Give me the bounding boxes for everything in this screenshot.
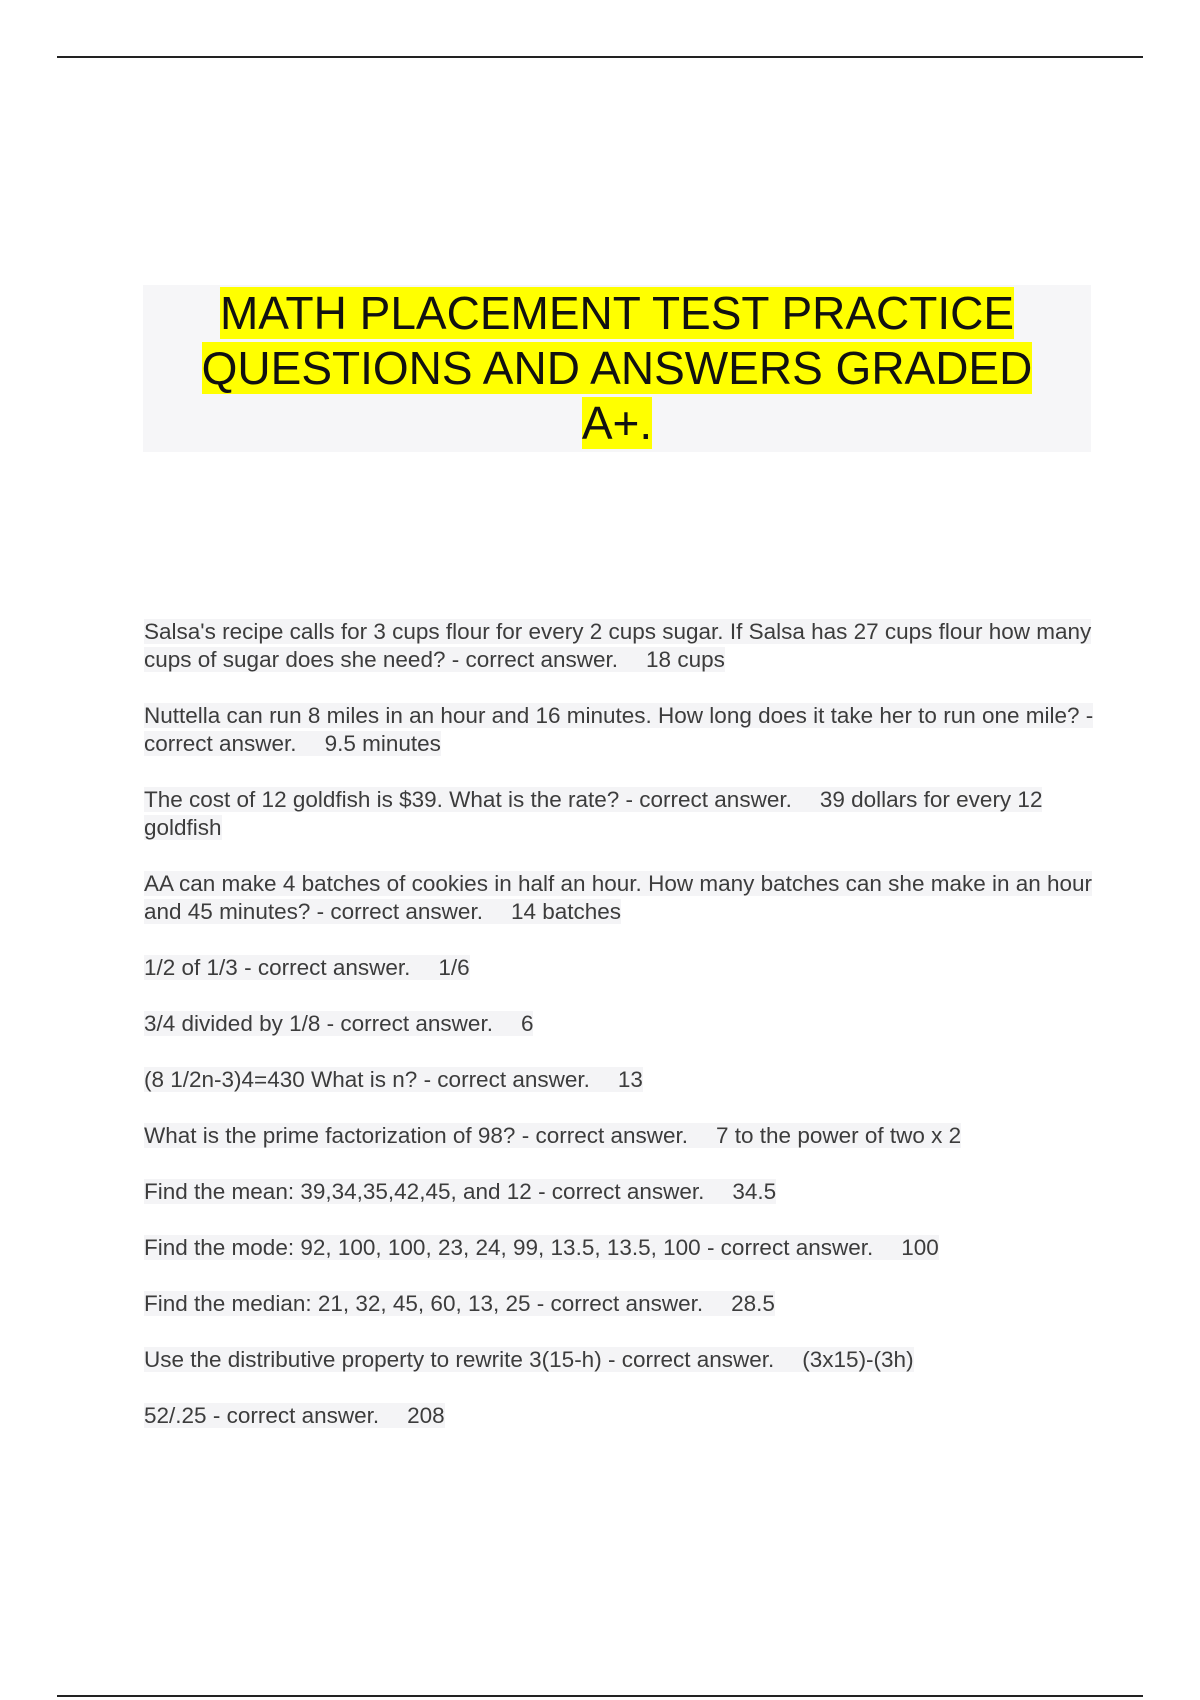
answer-marker: - correct answer. — [316, 899, 483, 924]
answer-text: 100 — [901, 1235, 939, 1260]
question-highlight — [144, 1179, 776, 1204]
answer-marker: - correct answer. — [144, 703, 1094, 756]
answer-text: 13 — [617, 1067, 643, 1092]
answer-text: 28.5 — [731, 1291, 775, 1316]
question-text: 3/4 divided by 1/8 — [144, 1011, 321, 1036]
question-text: What is the prime factorization of 98? — [144, 1123, 516, 1148]
question-highlight — [144, 1011, 533, 1036]
question-item — [144, 1066, 1094, 1094]
title-block — [143, 285, 1091, 452]
question-item — [144, 1402, 1094, 1430]
answer-text: 14 batches — [510, 899, 622, 924]
question-item — [144, 1234, 1094, 1262]
question-text: Nuttella can run 8 miles in an hour and 16 minutes. How long does it take her to run one mile? — [144, 703, 1080, 728]
document-title — [167, 286, 1067, 451]
question-item — [144, 1290, 1094, 1318]
top-rule — [57, 56, 1143, 58]
question-highlight — [144, 1403, 445, 1428]
question-highlight — [144, 703, 1093, 756]
answer-text: 6 — [520, 1011, 534, 1036]
question-highlight — [144, 871, 1092, 924]
question-list — [144, 618, 1094, 1458]
answer-marker: - correct answer. — [607, 1347, 775, 1372]
answer-marker: - correct answer. — [423, 1067, 590, 1092]
answer-marker: - correct answer. — [625, 787, 792, 812]
question-highlight — [144, 1235, 939, 1260]
answer-text: 9.5 minutes — [324, 731, 441, 756]
answer-marker: - correct answer. — [212, 1403, 380, 1428]
answer-text: 39 dollars for every 12 goldfish — [144, 787, 1043, 840]
question-text: Salsa's recipe calls for 3 cups flour for every 2 cups sugar. If Salsa has 27 cups flour how many cups of sugar does she need? — [144, 619, 1092, 672]
answer-text: 18 cups — [646, 647, 725, 672]
title-highlight: MATH PLACEMENT TEST PRACTICE QUESTIONS AND ANSWERS GRADED A+. — [201, 287, 1033, 449]
answer-marker: - correct answer. — [538, 1179, 705, 1204]
question-item — [144, 1178, 1094, 1206]
answer-marker: - correct answer. — [706, 1235, 874, 1260]
question-text: Find the mode: 92, 100, 100, 23, 24, 99, 13.5, 13.5, 100 — [144, 1235, 701, 1260]
question-item — [144, 702, 1094, 758]
question-text: 52/.25 — [144, 1403, 207, 1428]
bottom-rule — [57, 1695, 1143, 1697]
question-highlight — [144, 1123, 961, 1148]
question-item — [144, 954, 1094, 982]
answer-text: 34.5 — [732, 1179, 777, 1204]
question-text: Use the distributive property to rewrite 3(15-h) — [144, 1347, 602, 1372]
question-item — [144, 870, 1094, 926]
question-text: The cost of 12 goldfish is $39. What is the rate? — [144, 787, 620, 812]
answer-text: 1/6 — [438, 955, 470, 980]
question-text: (8 1/2n-3)4=430 What is n? — [144, 1067, 418, 1092]
question-highlight — [144, 619, 1091, 672]
answer-text: 208 — [407, 1403, 445, 1428]
answer-marker: - correct answer. — [244, 955, 411, 980]
question-text: Find the median: 21, 32, 45, 60, 13, 25 — [144, 1291, 531, 1316]
answer-marker: - correct answer. — [536, 1291, 704, 1316]
question-item — [144, 1346, 1094, 1374]
question-text: 1/2 of 1/3 — [144, 955, 238, 980]
question-highlight — [144, 1291, 775, 1316]
question-text: Find the mean: 39,34,35,42,45, and 12 — [144, 1179, 532, 1204]
answer-text: (3x15)-(3h) — [802, 1347, 914, 1372]
answer-marker: - correct answer. — [521, 1123, 689, 1148]
question-item — [144, 1010, 1094, 1038]
question-item — [144, 1122, 1094, 1150]
answer-text: 7 to the power of two x 2 — [716, 1123, 962, 1148]
question-item — [144, 618, 1094, 674]
question-highlight — [144, 787, 1042, 840]
question-highlight — [144, 1347, 914, 1372]
question-highlight — [144, 955, 470, 980]
question-item — [144, 786, 1094, 842]
answer-marker: - correct answer. — [326, 1011, 493, 1036]
answer-marker: - correct answer. — [451, 647, 619, 672]
question-text: AA can make 4 batches of cookies in half an hour. How many batches can she make in an hour and 45 minutes? — [144, 871, 1093, 924]
question-highlight — [144, 1067, 643, 1092]
